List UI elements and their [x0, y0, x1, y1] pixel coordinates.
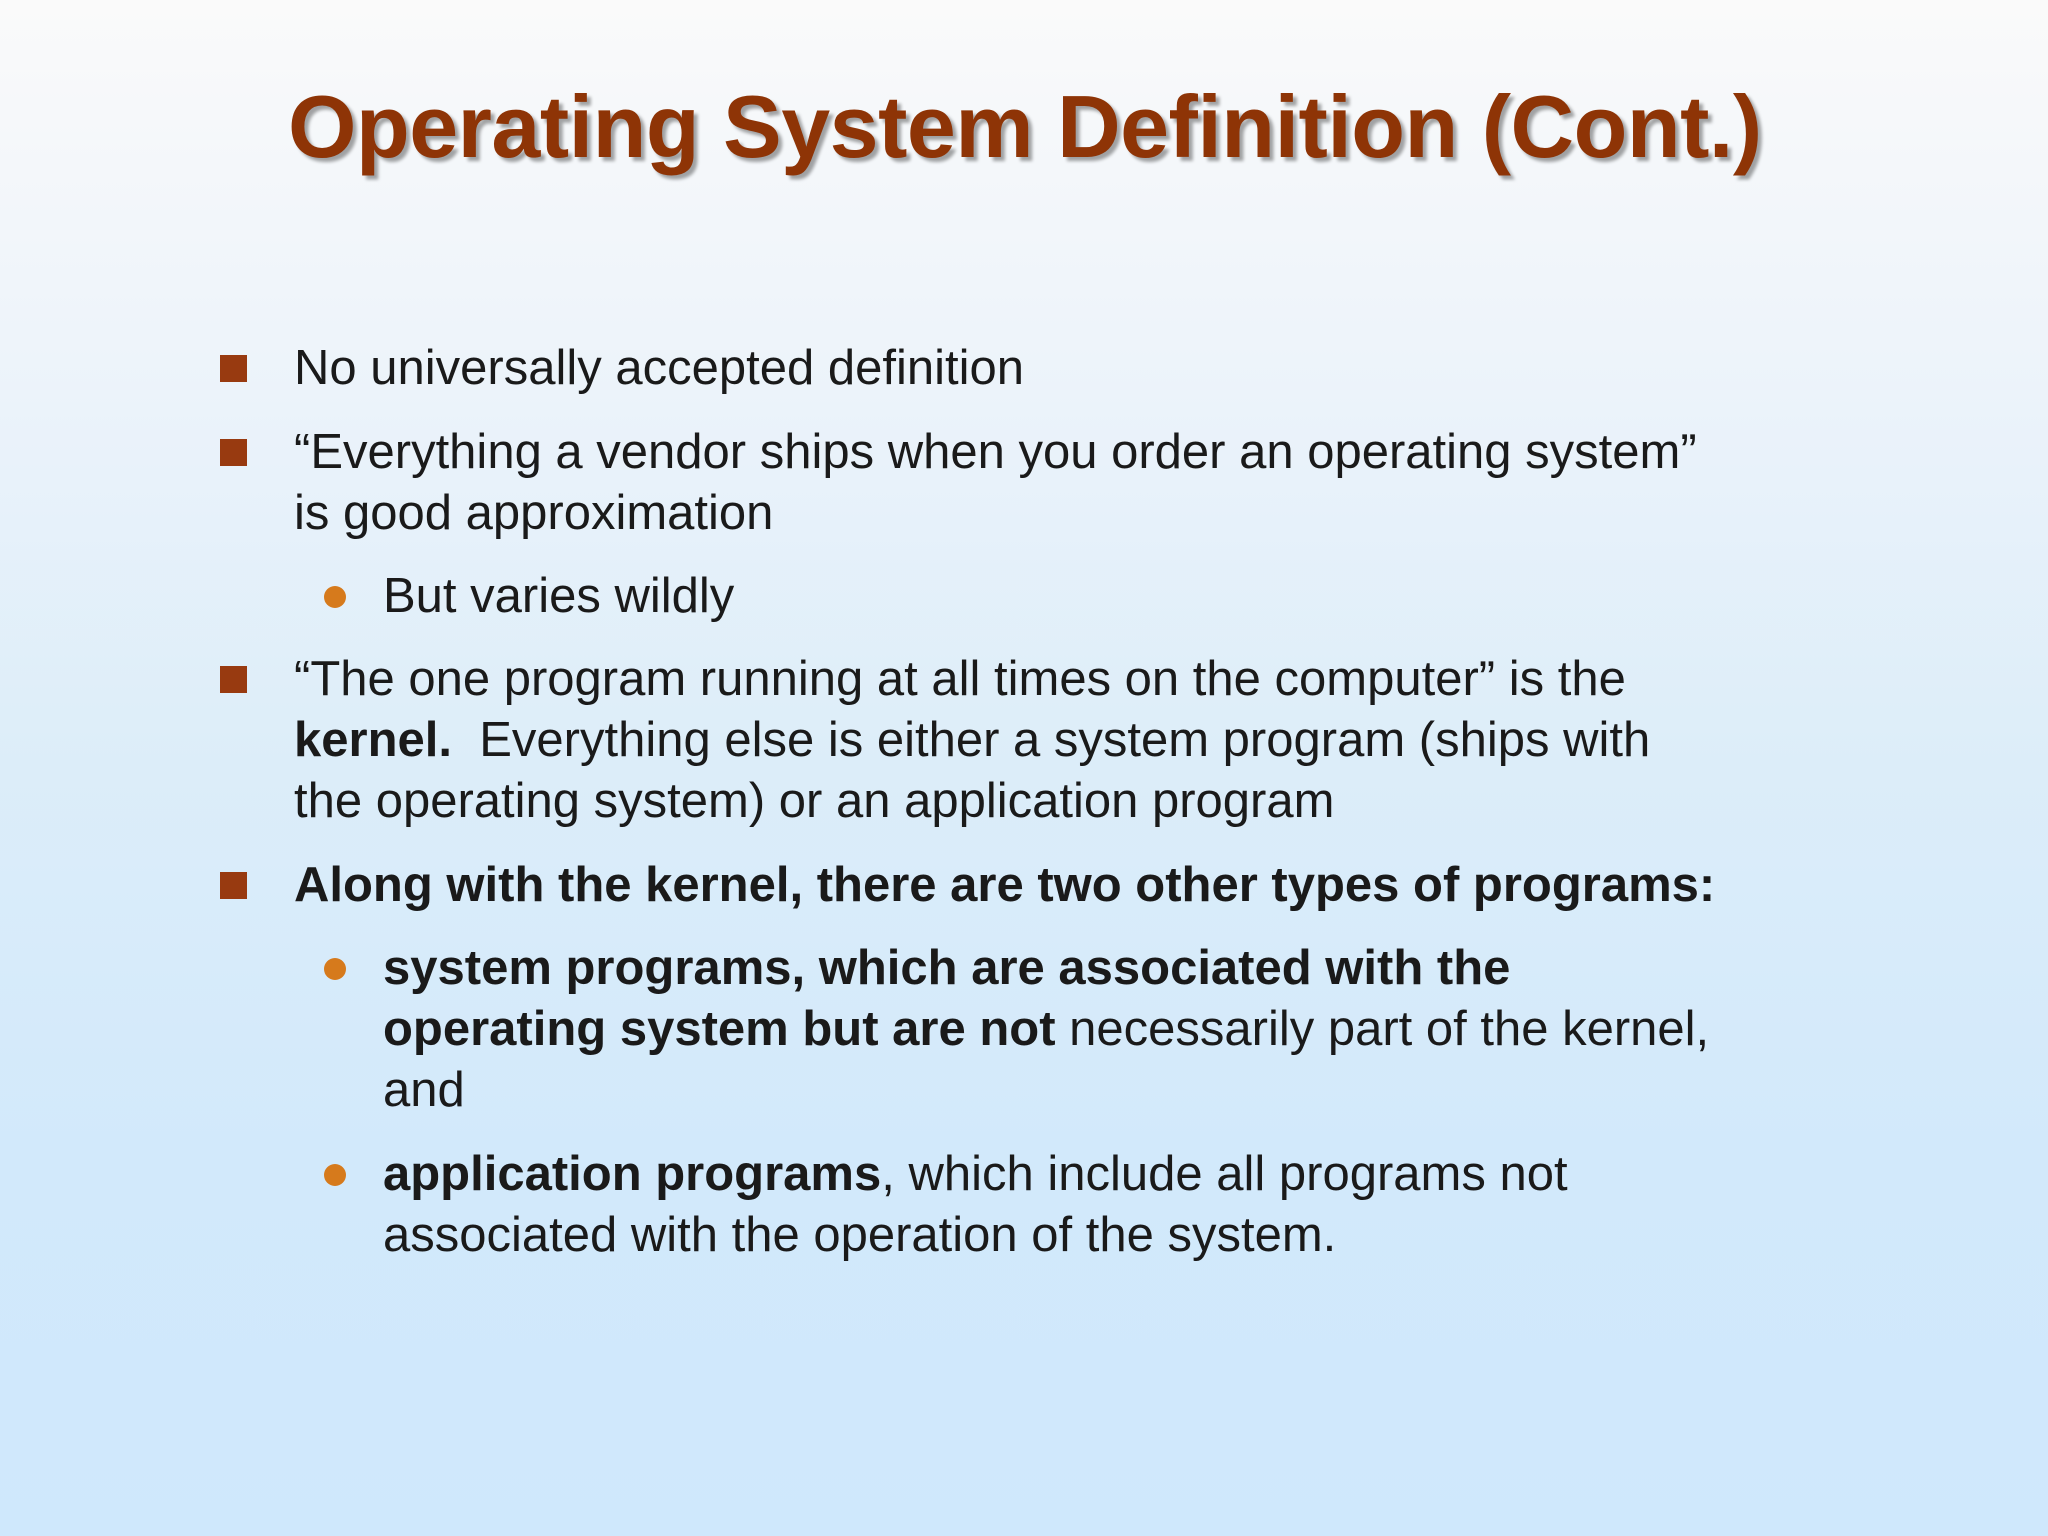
list-item-text: Along with the kernel, there are two other types of programs:: [294, 858, 1716, 912]
list-item-text: Everything else is either a system program (ships with: [451, 713, 1651, 767]
list-item-line: [294, 483, 1697, 544]
list-item-line: [383, 1144, 1568, 1205]
square-bullet-icon: [220, 872, 247, 899]
list-item-text: But varies wildly: [383, 569, 735, 623]
round-bullet-icon: [324, 586, 346, 608]
list-item-line: [294, 855, 1715, 916]
list-item-line: [383, 999, 1709, 1060]
list-item-line: [383, 1205, 1568, 1266]
square-bullet-icon: [220, 439, 247, 466]
list-item-text: necessarily part of the kernel,: [1055, 1002, 1710, 1056]
list-item-text: associated with the operation of the system.: [383, 1208, 1337, 1262]
list-item-line: [383, 1060, 1709, 1121]
square-bullet-icon: [220, 355, 247, 382]
list-item-text: the operating system) or an application program: [294, 774, 1335, 828]
square-bullet-icon: [220, 666, 247, 693]
round-bullet-icon: [324, 958, 346, 980]
list-item-line: [383, 938, 1709, 999]
list-item-line: [294, 422, 1697, 483]
list-item: [294, 649, 1650, 832]
list-item-line: [294, 771, 1650, 832]
list-item: [383, 566, 734, 627]
list-item: [383, 1144, 1568, 1266]
slide-title: Operating System Definition (Cont.): [288, 77, 1762, 176]
list-item: [294, 422, 1697, 544]
list-item-line: [294, 710, 1650, 771]
list-item: [294, 855, 1715, 916]
list-item-text: and: [383, 1063, 465, 1117]
list-item-line: [294, 338, 1024, 399]
list-item-text: No universally accepted definition: [294, 341, 1024, 395]
list-item-text: application programs: [383, 1147, 882, 1201]
kernel-term: kernel.: [294, 713, 452, 767]
list-item-text: system programs, which are associated with the: [383, 941, 1511, 995]
list-item-line: [383, 566, 734, 627]
list-item-text: is good approximation: [294, 486, 774, 540]
list-item-text: operating system but are not: [383, 1002, 1056, 1056]
list-item: [294, 338, 1024, 399]
list-item-text: “Everything a vendor ships when you order an operating system”: [294, 425, 1697, 479]
list-item: [383, 938, 1709, 1121]
list-item-text: , which include all programs not: [881, 1147, 1568, 1201]
list-item-text: “The one program running at all times on the computer” is the: [294, 652, 1626, 706]
list-item-line: [294, 649, 1650, 710]
round-bullet-icon: [324, 1164, 346, 1186]
